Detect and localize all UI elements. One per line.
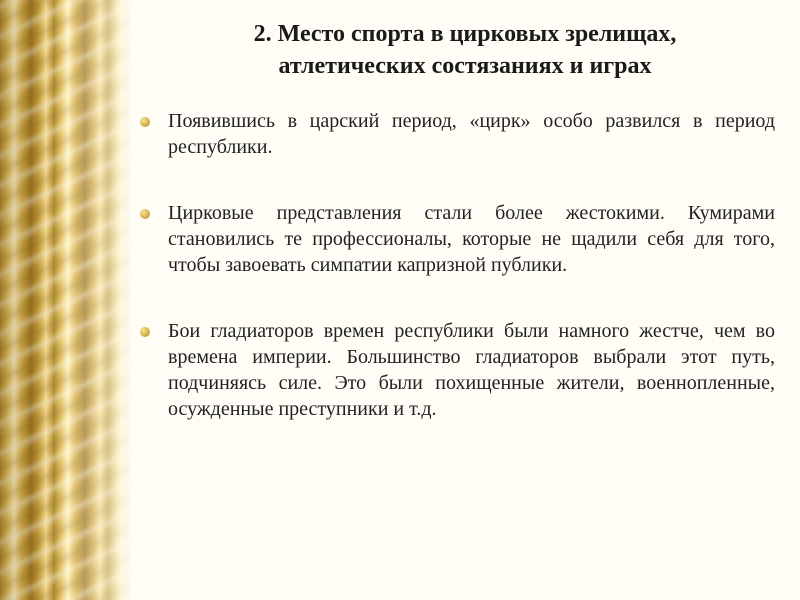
bullet-item (135, 200, 775, 278)
bullet-text: Появившись в царский период, «цирк» особо развился в период республики. (168, 110, 775, 158)
bullet-dot-icon (140, 209, 150, 219)
slide-title (150, 18, 780, 82)
bullet-item (135, 108, 775, 160)
bullet-dot-icon (140, 327, 150, 337)
slide-title-line-1: 2. Место спорта в цирковых зрелищах, (253, 21, 677, 47)
bullet-list (135, 108, 775, 462)
bullet-text: Цирковые представления стали более жестокими. Кумирами становились те профессионалы, которые не щадили себя для того, чтобы завоевать симпатии капризной публики. (168, 202, 775, 276)
bullet-dot-icon (140, 117, 150, 127)
bullet-item (135, 318, 775, 422)
slide-title-line-2: атлетических состязаниях и играх (278, 53, 652, 79)
decorative-curtain-strip (0, 0, 132, 600)
bullet-text: Бои гладиаторов времен республики были намного жестче, чем во времена империи. Большинство гладиаторов выбрали этот путь, подчиняясь силе. Это были похищенные жители, военнопленные, осужденные преступники и т.д. (168, 320, 775, 420)
